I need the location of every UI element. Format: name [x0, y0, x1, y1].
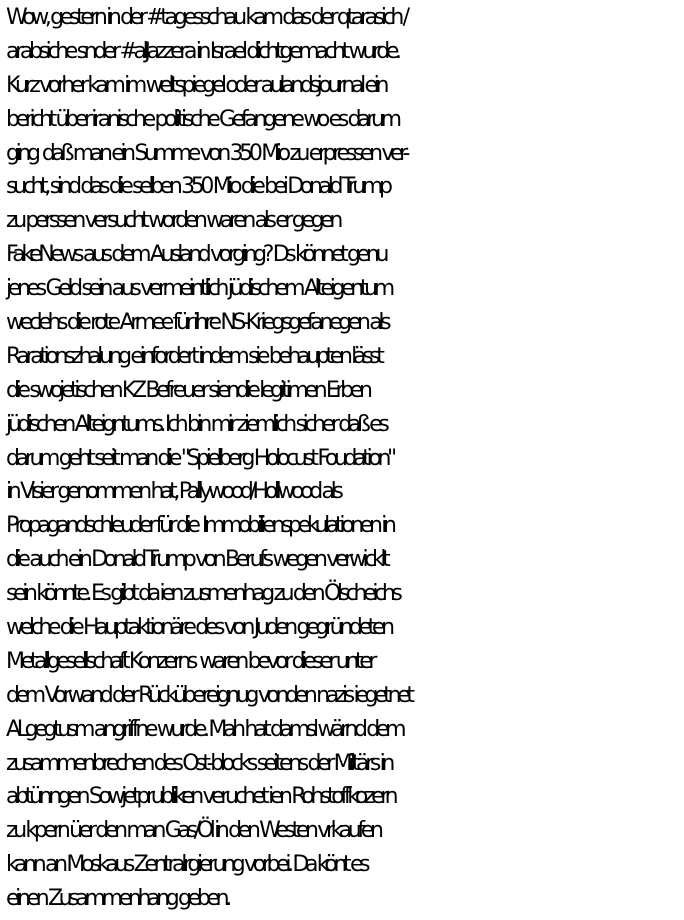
text-line: jüdischen Alteigntums. Ich bin mir ziemlich sicher daß es — [6, 411, 386, 437]
text-line: arabsiche snder #alJazzera in Israel dichtgemacht wurde. — [6, 38, 398, 64]
text-line: kann an Moskaus Zentralrgierung vorbei. Da könt es — [6, 852, 367, 878]
text-line: die auch ein Donald Trump von Berufs wegen verwicklt — [6, 547, 387, 573]
text-line: FakeNews aus dem Ausland vorging? Ds könnet genu — [6, 242, 386, 268]
text-line: ging daß man ein Summe von 350 Mio zu erpressen ver- — [6, 140, 407, 166]
text-line: welche die Hauptaktionäre des von Juden gegründeten — [6, 615, 391, 641]
text-block — [6, 1, 684, 916]
text-line: bericht über iranische politische Gefangene wo es darum — [6, 106, 398, 132]
text-line: in Visier genommen hat, Pallywood/Hollwood als — [6, 479, 340, 505]
text-line: Propagandschleuder für die Immobilienspekulationen in — [6, 513, 393, 539]
text-line: die swojetischen KZ Befreuer siendie legitimen Erben — [6, 377, 369, 403]
text-line: abtünngen Sowjetprubliken veruchet ien Rohstoffkozern — [6, 784, 395, 810]
text-line: Wow, gestern in der #tagesschau kam das der qtarasich / — [6, 5, 406, 30]
text-line: zu perssen versucht worden waren als er gegen — [6, 208, 339, 234]
text-line: dem Vorwand der Rückübereignug vonden nazis iegetnet — [6, 682, 411, 708]
text-line: jenes Geld sein aus vermeintlich jüdischem Alteigentum — [6, 276, 391, 302]
text-line: ALgegtusm angriffne wurde. Mah hat damsl wärnd dem — [6, 716, 403, 742]
text-line: sein könnte. Es gibt da ien zusmenhag zu den Ölscheichs — [6, 581, 399, 607]
text-line: einen Zusammenhang geben. — [6, 886, 228, 912]
text-line: Kurz vorher kam im weltspiegel oder aulandsjournal ein — [6, 72, 386, 98]
text-line: darum geht seit man die "Spielberg Holocust Foudation" — [6, 445, 393, 471]
text-line: zusammenbrechen des Ost-blocks seitens der Miltärs in — [6, 750, 391, 776]
text-line: Rarationszhalung einfordert indem sie behaupten lässt — [6, 343, 381, 369]
text-line: zu kpern üer den man Gas/Öl in den Westen vrkaufen — [6, 818, 380, 844]
text-line: sucht, sind das die selben 350 Mio die bei Donald Trump — [6, 174, 389, 200]
text-line: weclehs die rote Armee für ihre NS-Kriegsgefanegen als — [6, 310, 388, 336]
text-line: Metallgesellschaft Konzerns waren bevor dieser unter — [6, 648, 374, 674]
